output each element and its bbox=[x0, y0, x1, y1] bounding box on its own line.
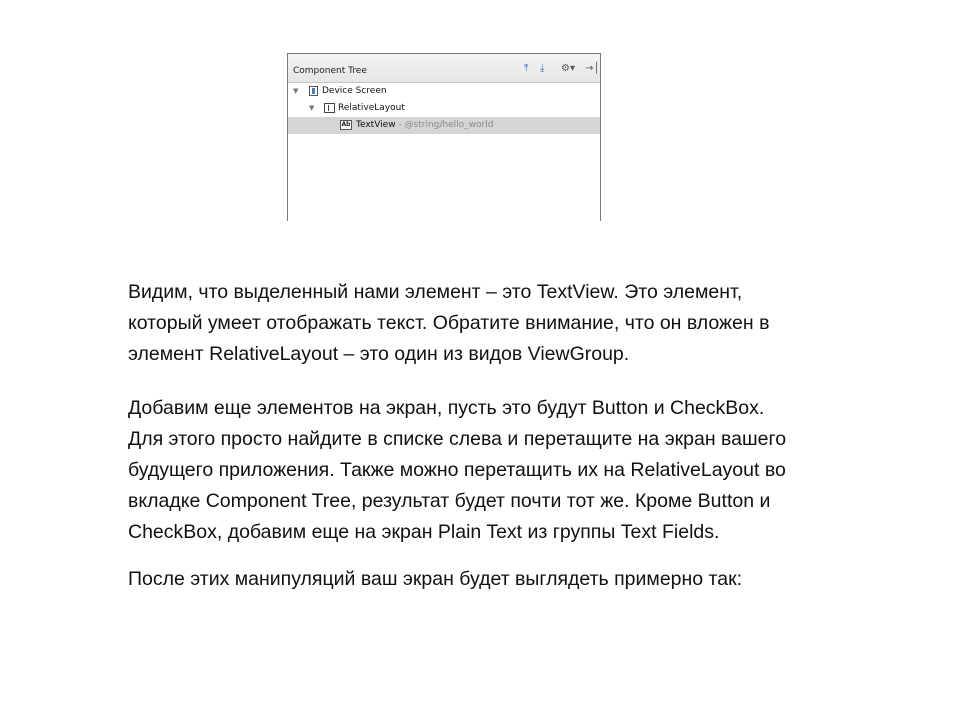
tree-node-label: Device Screen bbox=[322, 86, 387, 96]
component-tree-header bbox=[288, 54, 600, 83]
text-line: После этих манипуляций ваш экран будет выглядеть примерно так: bbox=[128, 568, 743, 590]
paragraph-add-elements bbox=[128, 393, 888, 548]
collapse-all-icon[interactable]: ⤓ bbox=[540, 63, 545, 74]
expanded-arrow-icon[interactable]: ▼ bbox=[293, 87, 299, 95]
textview-label: TextView bbox=[356, 120, 396, 130]
paragraph-textview-explanation bbox=[128, 277, 888, 370]
panel-title: Component Tree bbox=[293, 66, 367, 76]
tree-node-relative-layout[interactable] bbox=[288, 100, 600, 117]
textview-icon: Ab bbox=[341, 121, 351, 128]
paragraph-result-intro bbox=[128, 564, 888, 595]
textview-sublabel: - @string/hello_world bbox=[395, 120, 494, 130]
text-line: Добавим еще элементов на экран, пусть это будут Button и CheckBox. bbox=[128, 397, 765, 419]
text-line: Для этого просто найдите в списке слева и перетащите на экран вашего bbox=[128, 428, 787, 450]
text-line: CheckBox, добавим еще на экран Plain Text из группы Text Fields. bbox=[128, 521, 720, 543]
component-tree-panel bbox=[287, 53, 601, 221]
hide-panel-icon[interactable]: →│ bbox=[585, 63, 600, 74]
expand-all-icon[interactable]: ⤒ bbox=[524, 63, 529, 74]
tree-node-label bbox=[356, 120, 493, 130]
tree-node-label: RelativeLayout bbox=[338, 103, 405, 113]
text-line: который умеет отображать текст. Обратите внимание, что он вложен в bbox=[128, 312, 770, 334]
text-line: вкладке Component Tree, результат будет почти тот же. Кроме Button и bbox=[128, 490, 771, 512]
relative-layout-icon bbox=[324, 103, 335, 113]
gear-icon[interactable]: ⚙▾ bbox=[561, 63, 575, 74]
text-line: Видим, что выделенный нами элемент – это TextView. Это элемент, bbox=[128, 281, 743, 303]
text-line: будущего приложения. Также можно перетащить их на RelativeLayout во bbox=[128, 459, 786, 481]
text-line: элемент RelativeLayout – это один из видов ViewGroup. bbox=[128, 343, 630, 365]
tree-node-device-screen[interactable] bbox=[288, 83, 600, 100]
tree-node-textview[interactable] bbox=[288, 117, 600, 134]
expanded-arrow-icon[interactable]: ▼ bbox=[309, 104, 315, 112]
device-screen-icon bbox=[309, 86, 318, 96]
